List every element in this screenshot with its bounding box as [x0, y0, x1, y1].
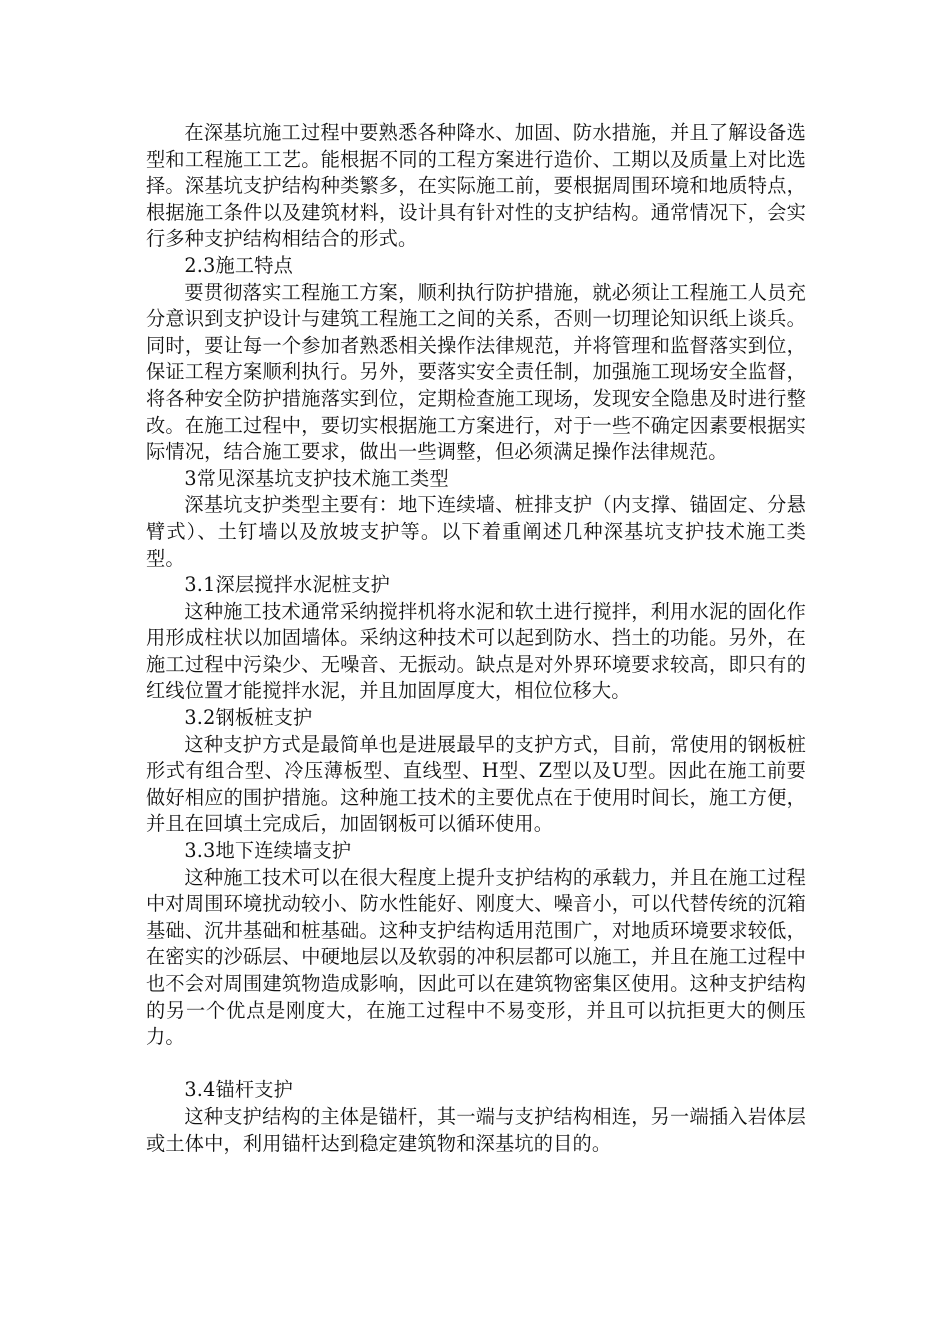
heading-3-3: 3.3地下连续墙支护 [184, 839, 352, 863]
para-3-3: 这种施工技术可以在很大程度上提升支护结构的承载力，并且在施工过程中对周围环境扰动较小、防水性能好、刚度大、噪音小，可以代替传统的沉箱基础、沉井基础和桩基础。这种支护结构适用范围广，对地质环境要求较低，在密实的沙砾层、中硬地层以及软弱的冲积层都可以施工，并且在施工过程中也不会对周围建筑物造成影响，因此可以在建筑物密集区使用。这种支护结构的另一个优点是刚度大，在施工过程中不易变形，并且可以抗拒更大的侧压力。 [146, 865, 806, 1049]
heading-3-1: 3.1深层搅拌水泥桩支护 [184, 573, 390, 597]
para-3-1: 这种施工技术通常采纳搅拌机将水泥和软土进行搅拌，利用水泥的固化作用形成柱状以加固墙体。采纳这种技术可以起到防水、挡土的功能。另外，在施工过程中污染少、无噪音、无振动。缺点是对外界环境要求较高，即只有的红线位置才能搅拌水泥，并且加固厚度大，相位位移大。 [146, 599, 806, 703]
heading-3-2: 3.2钢板桩支护 [184, 706, 313, 730]
para-3-4: 这种支护结构的主体是锚杆，其一端与支护结构相连，另一端插入岩体层或土体中，利用锚杆达到稳定建筑物和深基坑的目的。 [146, 1104, 806, 1155]
blank-line [146, 1051, 806, 1078]
para-intro: 在深基坑施工过程中要熟悉各种降水、加固、防水措施，并且了解设备选型和工程施工工艺。能根据不同的工程方案进行造价、工期以及质量上对比选择。深基坑支护结构种类繁多，在实际施工前，要根据周围环境和地质特点，根据施工条件以及建筑材料，设计具有针对性的支护结构。通常情况下，会实行多种支护结构相结合的形式。 [146, 121, 806, 251]
heading-3-4: 3.4锚杆支护 [184, 1078, 294, 1102]
para-3: 深基坑支护类型主要有：地下连续墙、桩排支护（内支撑、锚固定、分悬臂式）、土钉墙以及放坡支护等。以下着重阐述几种深基坑支护技术施工类型。 [146, 493, 806, 570]
document-page [146, 120, 806, 1157]
para-3-2: 这种支护方式是最简单也是进展最早的支护方式，目前，常使用的钢板桩形式有组合型、冷压薄板型、直线型、H型、Z型以及U型。因此在施工前要做好相应的围护措施。这种施工技术的主要优点在于使用时间长，施工方便，并且在回填土完成后，加固钢板可以循环使用。 [146, 732, 806, 836]
para-2-3: 要贯彻落实工程施工方案，顺利执行防护措施，就必须让工程施工人员充分意识到支护设计与建筑工程施工之间的关系，否则一切理论知识纸上谈兵。同时，要让每一个参加者熟悉相关操作法律规范，并将管理和监督落实到位，保证工程方案顺利执行。另外，要落实安全责任制，加强施工现场安全监督，将各种安全防护措施落实到位，定期检查施工现场，发现安全隐患及时进行整改。在施工过程中，要切实根据施工方案进行，对于一些不确定因素要根据实际情况，结合施工要求，做出一些调整，但必须满足操作法律规范。 [146, 280, 806, 464]
heading-2-3: 2.3施工特点 [184, 253, 294, 277]
heading-3: 3常见深基坑支护技术施工类型 [184, 466, 449, 490]
